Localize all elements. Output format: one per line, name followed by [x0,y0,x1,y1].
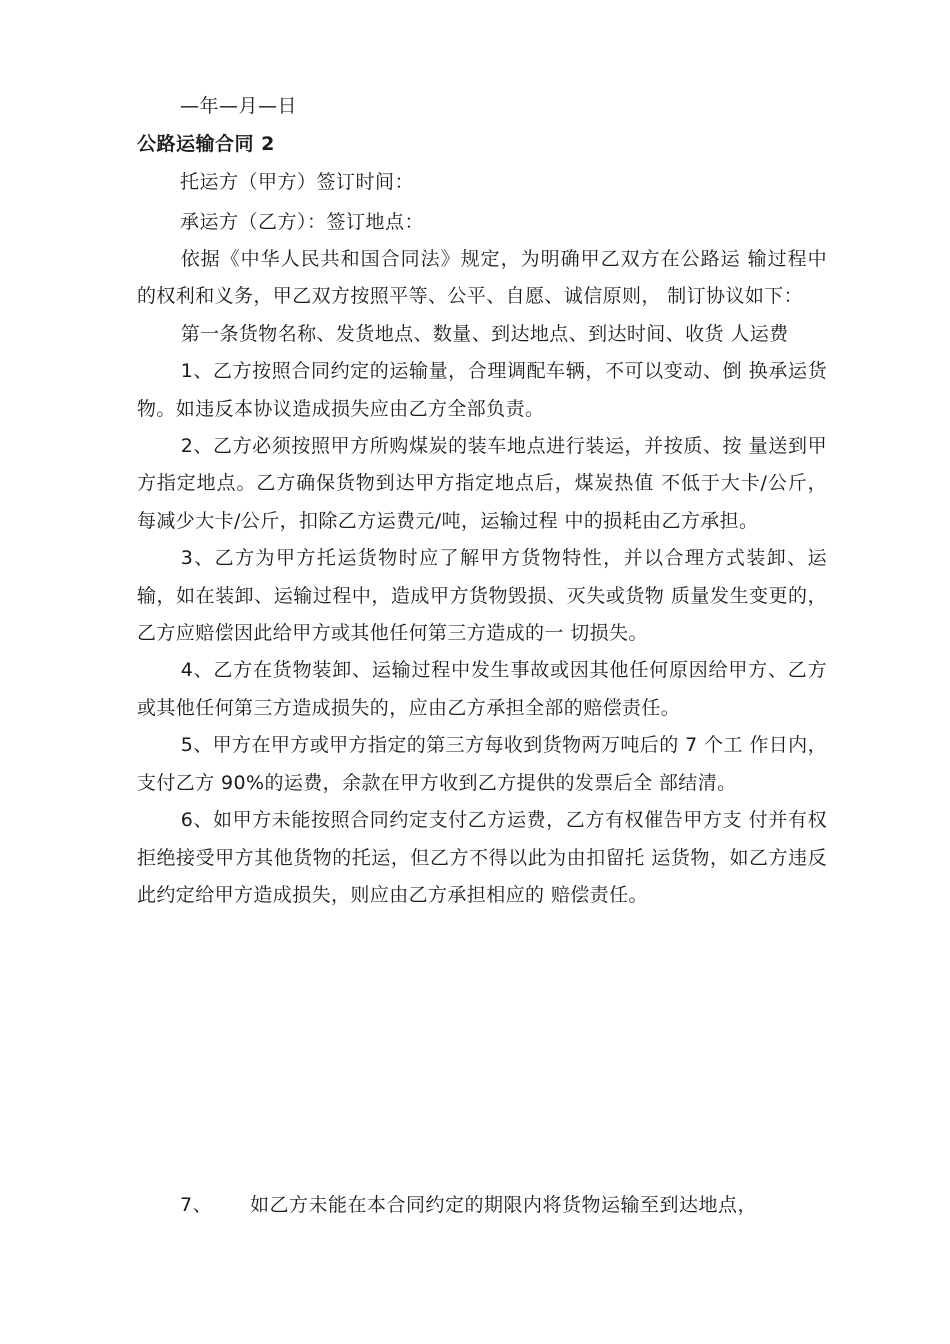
body-text [137,241,827,914]
paragraph-clause-1: 1、乙方按照合同约定的运输量，合理调配车辆，不可以变动、倒 换承运货物。如违反本协议造成损失应由乙方全部负责。 [137,360,827,420]
paragraph-clause-5: 5、甲方在甲方或甲方指定的第三方每收到货物两万吨后的 7 个工 作日内，支付乙方 90%的运费，余款在甲方收到乙方提供的发票后全 部结清。 [137,734,827,794]
paragraph-clause-7 [180,1190,757,1220]
date-line: —年—月—日 [180,95,298,117]
consignor-line: 托运方（甲方）签订时间： [180,171,415,193]
contract-title: 公路运输合同 2 [137,133,275,155]
carrier-line: 承运方（乙方）：签订地点： [180,211,425,233]
clause-7-text: 如乙方未能在本合同约定的期限内将货物运输至到达地点， [250,1194,758,1216]
paragraph-clause-4: 4、乙方在货物装卸、运输过程中发生事故或因其他任何原因给甲方、乙方或其他任何第三方造成损失的，应由乙方承担全部的赔偿责任。 [137,659,827,719]
paragraph-clause-3: 3、乙方为甲方托运货物时应了解甲方货物特性，并以合理方式装卸、运输，如在装卸、运输过程中，造成甲方货物毁损、灭失或货物 质量发生变更的，乙方应赔偿因此给甲方或其他任何第三方造成的一 切损失。 [137,547,827,645]
paragraph-article-1: 第一条货物名称、发货地点、数量、到达地点、到达时间、收货 人运费 [180,322,789,345]
clause-7-number: 7、 [180,1194,213,1216]
paragraph-clause-6: 6、如甲方未能按照合同约定支付乙方运费，乙方有权催告甲方支 付并有权拒绝接受甲方其他货物的托运，但乙方不得以此为由扣留托 运货物，如乙方违反此约定给甲方造成损失，则应由乙方承担相应的 赔偿责任。 [137,809,827,906]
paragraph-preamble: 依据《中华人民共和国合同法》规定，为明确甲乙双方在公路运 输过程中的权利和义务，甲乙双方按照平等、公平、自愿、诚信原则， 制订协议如下： [137,248,827,308]
paragraph-clause-2: 2、乙方必须按照甲方所购煤炭的装车地点进行装运，并按质、按 量送到甲方指定地点。乙方确保货物到达甲方指定地点后，煤炭热值 不低于大卡/公斤，每减少大卡/公斤，扣除乙方运费元/吨，运输过程 中的损耗由乙方承担。 [137,435,827,532]
